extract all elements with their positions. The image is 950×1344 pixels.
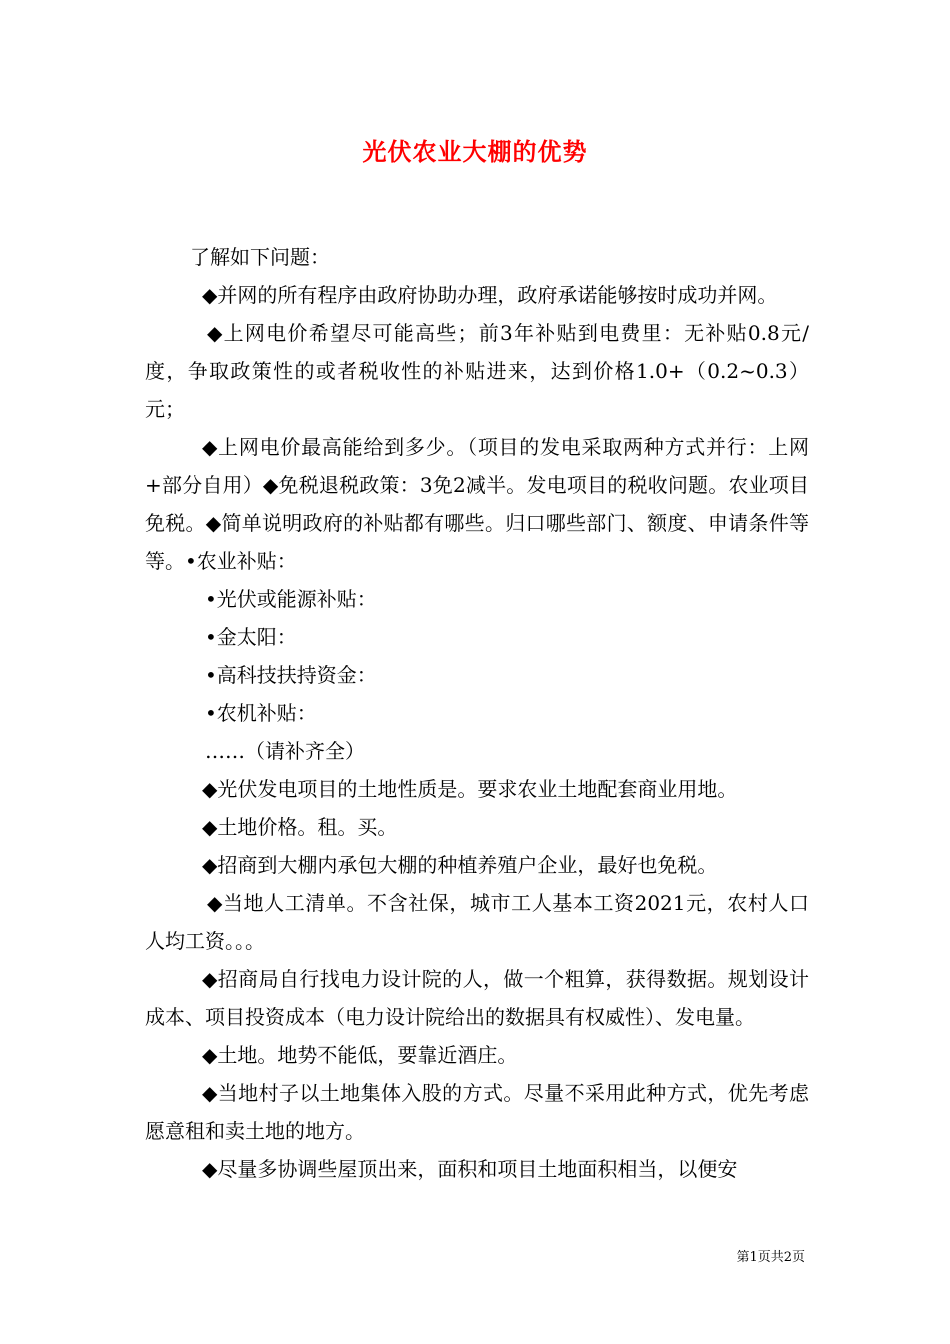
document-body xyxy=(145,238,809,1188)
paragraph-max-tariff-subsidies: ◆上网电价最高能给到多少。（项目的发电采取两种方式并行：上网+部分自用）◆免税退税政策：3免2减半。发电项目的税收问题。农业项目免税。◆简单说明政府的补贴都有哪些。归口哪些部门、额度、申请条件等等。•农业补贴： xyxy=(145,435,809,573)
list-item-hightech-fund: •高科技扶持资金： xyxy=(205,663,377,687)
page-title: 光伏农业大棚的优势 xyxy=(362,137,588,166)
paragraph-land-price: ◆土地价格。租。买。 xyxy=(202,815,398,839)
paragraph-land-nature: ◆光伏发电项目的土地性质是。要求农业土地配套商业用地。 xyxy=(202,777,738,801)
list-item-farm-machinery: •农机补贴： xyxy=(205,701,317,725)
paragraph-rooftops: ◆尽量多协调些屋顶出来，面积和项目土地面积相当，以便安 xyxy=(202,1157,738,1181)
paragraph-grid-connection: ◆并网的所有程序由政府协助办理，政府承诺能够按时成功并网。 xyxy=(202,283,778,307)
page-number-footer: 第1页共2页 xyxy=(736,1250,805,1265)
paragraph-tenant-farmers: ◆招商到大棚内承包大棚的种植养殖户企业，最好也免税。 xyxy=(202,853,718,877)
list-item-more: ……（请补齐全） xyxy=(205,739,365,763)
paragraph-intro: 了解如下问题： xyxy=(190,245,330,269)
list-item-energy-subsidy: •光伏或能源补贴： xyxy=(205,587,377,611)
paragraph-design-institute: ◆招商局自行找电力设计院的人，做一个粗算，获得数据。规划设计成本、项目投资成本（电力设计院给出的数据具有权威性）、发电量。 xyxy=(145,967,809,1029)
paragraph-land-shares: ◆当地村子以土地集体入股的方式。尽量不采用此种方式，优先考虑愿意租和卖土地的地方。 xyxy=(145,1081,809,1143)
paragraph-labor-costs: ◆当地人工清单。不含社保，城市工人基本工资2021元，农村人口人均工资。。。 xyxy=(145,891,809,953)
list-item-golden-sun: •金太阳： xyxy=(205,625,297,649)
paragraph-terrain: ◆土地。地势不能低，要靠近酒庄。 xyxy=(202,1043,518,1067)
paragraph-feed-in-tariff: ◆上网电价希望尽可能高些；前3年补贴到电费里：无补贴0.8元/度，争取政策性的或者税收性的补贴进来，达到价格1.0+（0.2~0.3）元； xyxy=(145,321,809,421)
